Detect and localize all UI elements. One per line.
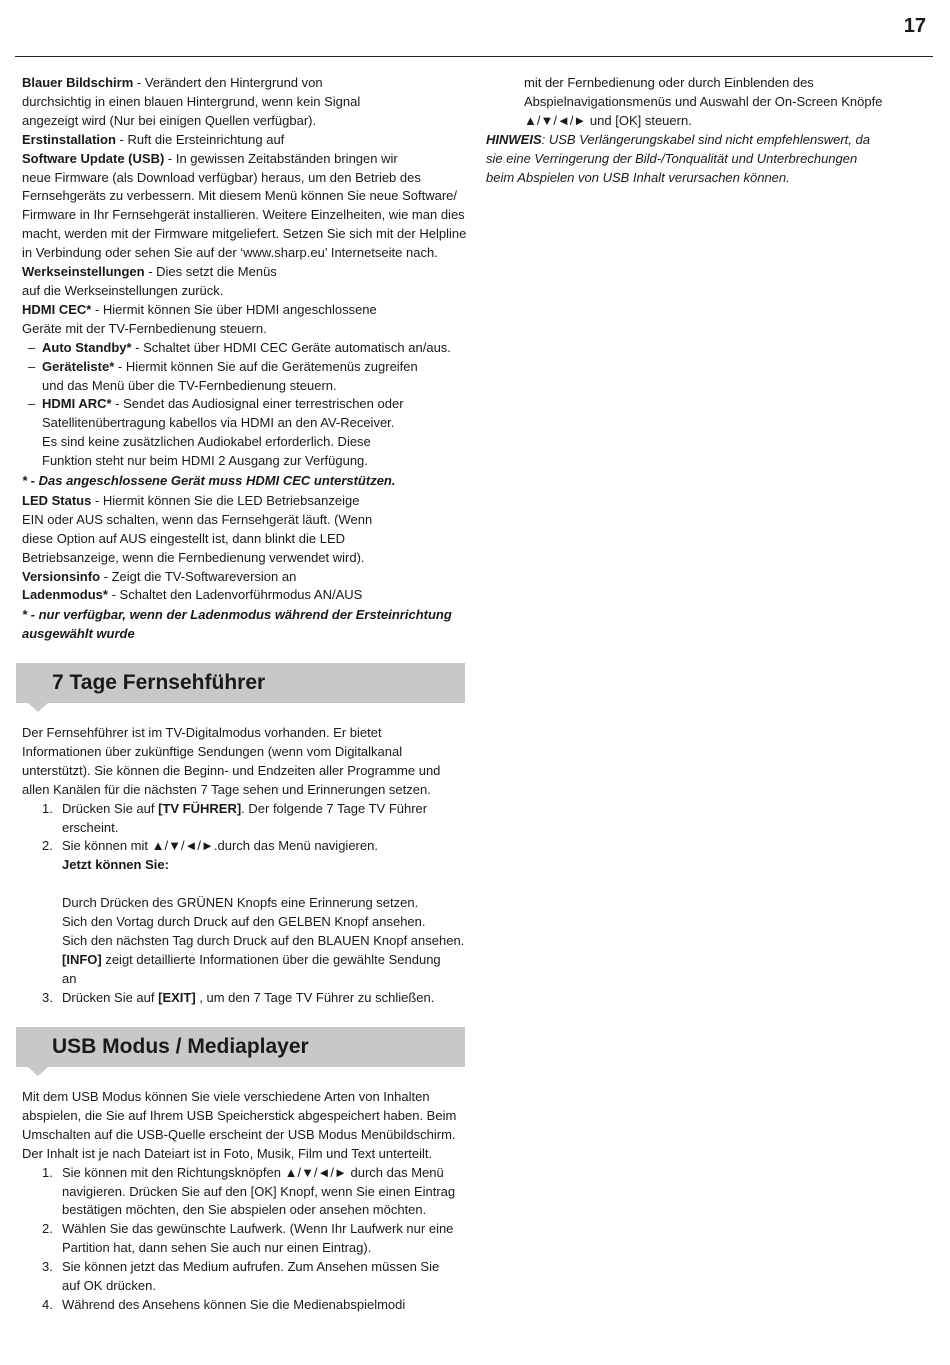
step-text: zeigt detaillierte Informationen über die gewählte Sendung: [101, 951, 441, 967]
text-line: auf OK drücken.: [62, 1278, 156, 1294]
blauer-bildschirm-entry: [22, 74, 468, 93]
text-line: erscheint.: [62, 819, 119, 835]
header-tab-marker: [28, 1067, 48, 1076]
key-label: [INFO]: [62, 951, 102, 967]
text-line: auf die Werkseinstellungen zurück.: [22, 282, 224, 298]
text-line: [62, 989, 468, 1008]
text-line: Wählen Sie das gewünschte Laufwerk. (Wenn Ihr Laufwerk nur eine: [62, 1221, 454, 1237]
section-title: 7 Tage Fernsehführer: [52, 671, 266, 694]
hdmi-cec-entry: [22, 301, 468, 320]
list-item: [22, 1258, 468, 1296]
text-line: Der Inhalt ist je nach Dateiart ist in Foto, Musik, Film und Text unterteilt.: [22, 1145, 433, 1161]
entry-text: - Hiermit können Sie die LED Betriebsanzeige: [91, 492, 360, 508]
dash-marker: –: [28, 358, 36, 374]
text-line: Umschalten auf die USB-Quelle erscheint der USB Modus Menübildschirm.: [22, 1126, 456, 1142]
auto-standby-item: [22, 339, 468, 358]
spacer: [62, 875, 468, 894]
ladenmodus-entry: [22, 586, 468, 605]
list-item: [22, 989, 468, 1008]
list-number: 4.: [42, 1296, 53, 1312]
list-number: 2.: [42, 1221, 53, 1237]
list-number: 2.: [42, 838, 53, 854]
text-line: Sie können mit den Richtungsknöpfen ▲/▼/◄/► durch das Menü: [62, 1164, 444, 1180]
text-line: und das Menü über die TV-Fernbedienung steuern.: [42, 377, 337, 393]
text-line: diese Option auf AUS eingestellt ist, dann blinkt die LED: [22, 530, 346, 546]
text-line: abspielen, die Sie auf Ihrem USB Speicherstick abgespeichert haben. Beim: [22, 1107, 457, 1123]
text-line: Betriebsanzeige, wenn die Fernbedienung verwendet wird).: [22, 549, 365, 565]
entry-title: LED Status: [22, 492, 92, 508]
entry-title: Werkseinstellungen: [22, 264, 145, 280]
text-line: [42, 395, 468, 414]
entry-text: - Zeigt die TV-Softwareversion an: [100, 568, 297, 584]
versionsinfo-entry: [22, 568, 468, 587]
text-line: Sich den Vortag durch Druck auf den GELBEN Knopf ansehen.: [62, 914, 426, 930]
list-item: [22, 1164, 468, 1221]
text-line: [42, 358, 468, 377]
text-line: Sich den nächsten Tag durch Druck auf den BLAUEN Knopf ansehen.: [62, 932, 465, 948]
usb-section-header: [16, 1027, 465, 1067]
text-line: macht, werden mit der Firmware mitgeliefert. Setzen Sie sich mit der Helpline: [22, 226, 467, 242]
text-line: Informationen über zukünftige Sendungen (wenn vom Digitalkanal: [22, 743, 403, 759]
text-line: EIN oder AUS schalten, wenn das Fernsehgerät läuft. (Wenn: [22, 511, 373, 527]
list-number: 3.: [42, 989, 53, 1005]
entry-title: Geräteliste*: [42, 358, 115, 374]
entry-text: - Ruft die Ersteinrichtung auf: [115, 131, 285, 147]
text-line: [62, 951, 468, 970]
text-line: Funktion steht nur beim HDMI 2 Ausgang zur Verfügung.: [42, 453, 368, 469]
text-line: [62, 800, 468, 819]
hdmi-arc-item: [22, 395, 468, 471]
hinweis-label: HINWEIS: [486, 131, 542, 147]
key-label: [TV FÜHRER]: [158, 800, 242, 816]
geraeteliste-item: [22, 358, 468, 396]
usb-section-body: [22, 1088, 468, 1315]
list-number: 1.: [42, 1164, 53, 1180]
text-line: navigieren. Drücken Sie auf den [OK] Knopf, wenn Sie einen Eintrag: [62, 1183, 456, 1199]
list-item: [22, 1220, 468, 1258]
text-line: mit der Fernbedienung oder durch Einblenden des: [524, 75, 814, 90]
entry-text: - Sendet das Audiosignal einer terrestrischen oder: [111, 396, 404, 412]
text-line: angezeigt wird (Nur bei einigen Quellen verfügbar).: [22, 112, 317, 128]
header-rule: [15, 56, 933, 57]
text-line: neue Firmware (als Download verfügbar) heraus, um den Betrieb des: [22, 169, 421, 185]
text-line: unterstützt). Sie können die Beginn- und Endzeiten aller Programme und: [22, 762, 441, 778]
werkseinstellungen-entry: [22, 263, 468, 282]
usb-hinweis-note: [486, 131, 926, 150]
text-line: Jetzt können Sie:: [62, 857, 169, 873]
list-number: 1.: [42, 800, 53, 816]
entry-text: - Verändert den Hintergrund von: [133, 75, 323, 90]
list-item: [22, 800, 468, 838]
text-line: beim Abspielen von USB Inhalt verursachen können.: [486, 169, 790, 185]
text-line: ▲/▼/◄/► und [OK] steuern.: [524, 112, 692, 128]
section-title: USB Modus / Mediaplayer: [52, 1035, 309, 1058]
text-line: allen Kanälen für die nächsten 7 Tage sehen und Erinnerungen setzen.: [22, 781, 431, 797]
text-line: bestätigen möchten, den Sie abspielen oder ansehen möchten.: [62, 1202, 427, 1218]
text-line: Sie können mit ▲/▼/◄/►.durch das Menü navigieren.: [62, 838, 378, 854]
guide-section-body: [22, 724, 468, 1008]
entry-title: Versionsinfo: [22, 568, 101, 584]
entry-title: Erstinstallation: [22, 131, 116, 147]
erstinstallation-entry: [22, 131, 468, 150]
text-line: ausgewählt wurde: [22, 626, 135, 642]
step-text: , um den 7 Tage TV Führer zu schließen.: [195, 989, 435, 1005]
dash-marker: –: [28, 339, 36, 355]
text-line: Satellitenübertragung kabellos via HDMI an den AV-Receiver.: [42, 415, 395, 431]
entry-text: - Schaltet über HDMI CEC Geräte automatisch an/aus.: [131, 339, 451, 355]
list-number: 3.: [42, 1259, 53, 1275]
settings-column: [22, 74, 468, 644]
entry-text: - Hiermit können Sie über HDMI angeschlossene: [91, 301, 377, 317]
list-item: [22, 837, 468, 988]
text-line: durchsichtig in einen blauen Hintergrund, wenn kein Signal: [22, 93, 361, 109]
text-line: Sie können jetzt das Medium aufrufen. Zum Ansehen müssen Sie: [62, 1259, 440, 1275]
text-line: sie eine Verringerung der Bild-/Tonqualität und Unterbrechungen: [486, 150, 858, 166]
software-update-entry: [22, 150, 468, 169]
entry-text: - In gewissen Zeitabständen bringen wir: [164, 150, 398, 166]
guide-section-header: [16, 663, 465, 703]
text-line: Fernsehgeräts zu verbessern. Mit diesem Menü können Sie neue Software/: [22, 188, 458, 204]
text-line: in Verbindung oder sehen Sie auf der ‘www.sharp.eu’ Internetseite nach.: [22, 245, 438, 261]
entry-title: HDMI CEC*: [22, 301, 92, 317]
step-text: Drücken Sie auf: [62, 989, 159, 1005]
ladenmodus-footnote: * - nur verfügbar, wenn der Ladenmodus während der Ersteinrichtung: [22, 607, 452, 623]
text-line: Mit dem USB Modus können Sie viele verschiedene Arten von Inhalten: [22, 1089, 430, 1104]
header-tab-marker: [28, 703, 48, 712]
entry-title: Software Update (USB): [22, 150, 165, 166]
hdmi-cec-footnote: * - Das angeschlossene Gerät muss HDMI CEC unterstützen.: [22, 473, 396, 489]
led-status-entry: [22, 492, 468, 511]
step-text: . Der folgende 7 Tage TV Führer: [241, 800, 428, 816]
entry-text: - Dies setzt die Menüs: [144, 264, 277, 280]
entry-text: - Hiermit können Sie auf die Gerätemenüs zugreifen: [114, 358, 418, 374]
text-line: Während des Ansehens können Sie die Medienabspielmodi: [62, 1296, 406, 1312]
entry-title: Auto Standby*: [42, 339, 132, 355]
entry-title: HDMI ARC*: [42, 396, 112, 412]
hinweis-text: : USB Verlängerungskabel sind nicht empfehlenswert, da: [541, 131, 870, 147]
entry-text: - Schaltet den Ladenvorführmodus AN/AUS: [107, 587, 363, 603]
text-line: Es sind keine zusätzlichen Audiokabel erforderlich. Diese: [42, 434, 371, 450]
dash-marker: –: [28, 396, 36, 412]
text-line: Durch Drücken des GRÜNEN Knopfs eine Erinnerung setzen.: [62, 895, 419, 911]
list-item: [22, 1296, 468, 1315]
entry-title: Blauer Bildschirm: [22, 75, 134, 90]
text-line: Firmware in Ihr Fernsehgerät installieren. Weitere Einzelheiten, wie man dies: [22, 207, 465, 223]
text-line: [42, 339, 468, 358]
page-number: 17: [903, 15, 926, 37]
text-line: Geräte mit der TV-Fernbedienung steuern.: [22, 320, 267, 336]
text-line: Partition hat, dann sehen Sie auch nur einen Eintrag).: [62, 1240, 372, 1256]
entry-title: Ladenmodus*: [22, 587, 108, 603]
text-line: Der Fernsehführer ist im TV-Digitalmodus vorhanden. Er bietet: [22, 725, 382, 740]
step-text: Drücken Sie auf: [62, 800, 159, 816]
key-label: [EXIT]: [158, 989, 196, 1005]
text-line: an: [62, 970, 77, 986]
text-line: Abspielnavigationsmenüs und Auswahl der On-Screen Knöpfe: [524, 93, 883, 109]
continuation-column: [486, 74, 926, 187]
